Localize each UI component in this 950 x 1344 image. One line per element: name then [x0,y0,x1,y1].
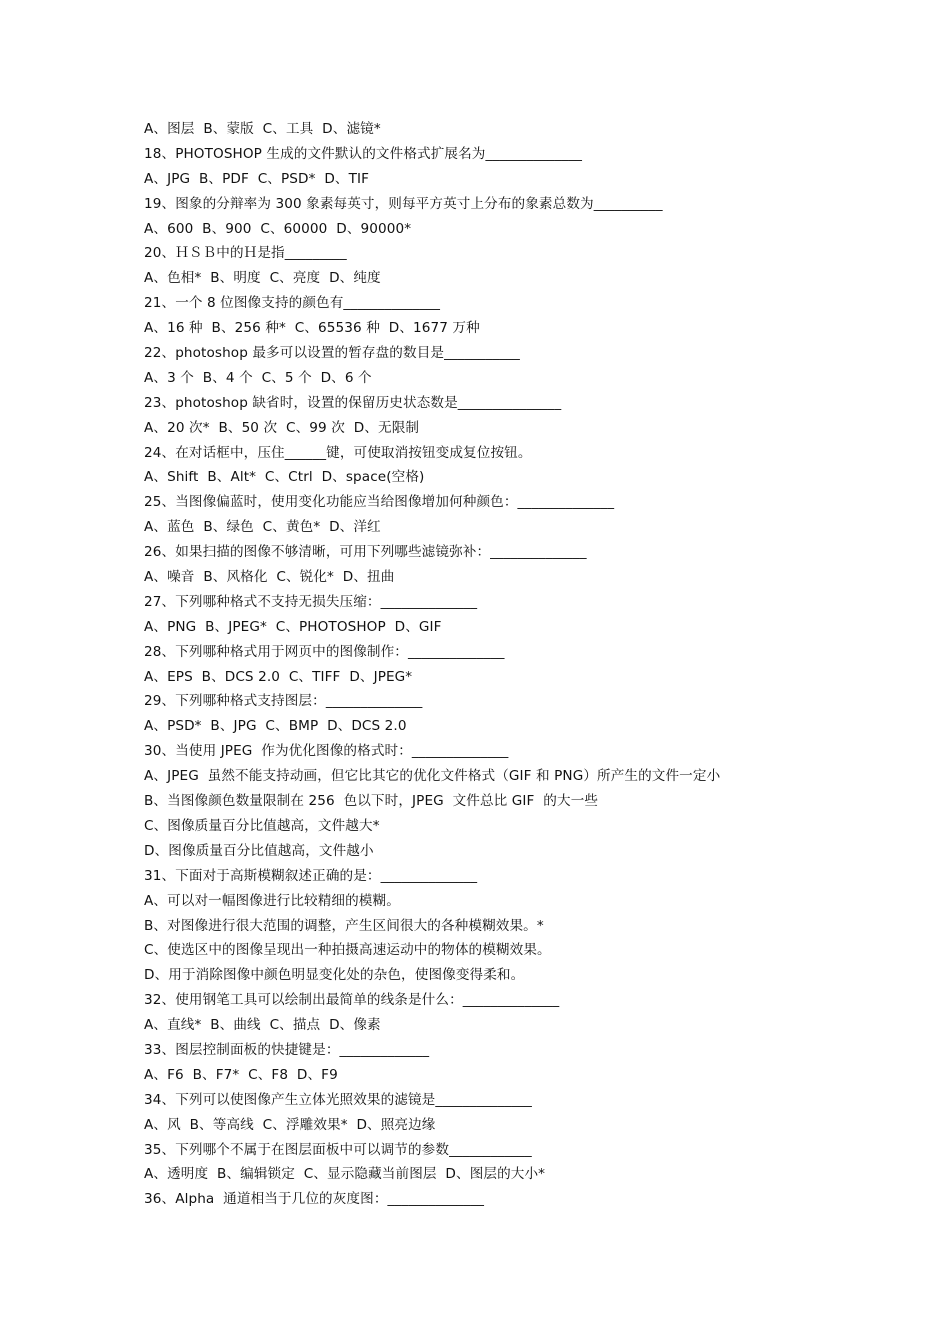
text-line: B、当图像颜色数量限制在 256 色以下时，JPEG 文件总比 GIF 的大一些 [144,793,599,810]
text-line: A、16 种 B、256 种* C、65536 种 D、1677 万种 [144,320,480,337]
text-line: A、3 个 B、4 个 C、5 个 D、6 个 [144,369,372,386]
text-line: A、风 B、等高线 C、浮雕效果* D、照亮边缘 [144,1116,436,1133]
text-line: A、JPEG 虽然不能支持动画，但它比其它的优化文件格式（GIF 和 PNG）所产生的文件一定小 [144,768,721,785]
text-line: B、对图像进行很大范围的调整，产生区间很大的各种模糊效果。* [144,917,544,934]
text-line: A、PSD* B、JPG C、BMP D、DCS 2.0 [144,718,407,735]
text-line: 29、下列哪种格式支持图层：______________ [144,693,423,710]
text-line: A、JPG B、PDF C、PSD* D、TIF [144,170,370,187]
text-line: A、可以对一幅图像进行比较精细的模糊。 [144,892,400,909]
text-line: 19、图象的分辩率为 300 象素每英寸，则每平方英寸上分布的象素总数为__________ [144,195,663,212]
text-line: C、使选区中的图像呈现出一种拍摄高速运动中的物体的模糊效果。 [144,942,551,959]
text-line: 36、Alpha 通道相当于几位的灰度图：______________ [144,1191,485,1208]
text-line: A、Shift B、Alt* C、Ctrl D、space(空格) [144,469,425,486]
text-line: A、透明度 B、编辑锁定 C、显示隐藏当前图层 D、图层的大小* [144,1166,546,1183]
text-line: 34、下列可以使图像产生立体光照效果的滤镜是______________ [144,1091,532,1108]
text-line: 31、下面对于高斯模糊叙述正确的是：______________ [144,867,478,884]
text-line: 18、PHOTOSHOP 生成的文件默认的文件格式扩展名为______________ [144,145,583,162]
text-line: A、EPS B、DCS 2.0 C、TIFF D、JPEG* [144,668,413,685]
text-line: C、图像质量百分比值越高，文件越大* [144,817,380,834]
text-line: 22、photoshop 最多可以设置的暂存盘的数目是___________ [144,345,520,362]
text-line: 20、ＨＳＢ中的Ｈ是指_________ [144,245,347,262]
text-line: A、600 B、900 C、60000 D、90000* [144,220,412,237]
text-line: A、噪音 B、风格化 C、锐化* D、扭曲 [144,569,395,586]
text-line: A、F6 B、F7* C、F8 D、F9 [144,1066,338,1083]
text-line: 24、在对话框中，压住______键，可使取消按钮变成复位按钮。 [144,444,532,461]
text-line: 21、一个 8 位图像支持的颜色有______________ [144,295,440,312]
text-line: 27、下列哪种格式不支持无损失压缩：______________ [144,593,478,610]
text-line: A、图层 B、蒙版 C、工具 D、滤镜* [144,121,381,137]
text-line: 25、当图像偏蓝时，使用变化功能应当给图像增加何种颜色：______________ [144,494,615,511]
text-line: 28、下列哪种格式用于网页中的图像制作：______________ [144,643,505,660]
text-line: D、用于消除图像中颜色明显变化处的杂色，使图像变得柔和。 [144,967,525,984]
text-line: 30、当使用 JPEG 作为优化图像的格式时：______________ [144,743,509,760]
text-line: A、色相* B、明度 C、亮度 D、纯度 [144,270,381,287]
question-list [144,117,924,1212]
text-line: A、蓝色 B、绿色 C、黄色* D、洋红 [144,519,381,536]
text-line: 35、下列哪个不属于在图层面板中可以调节的参数____________ [144,1141,532,1158]
text-line: A、直线* B、曲线 C、描点 D、像素 [144,1017,381,1034]
text-line: D、图像质量百分比值越高，文件越小 [144,842,374,859]
text-line: 33、图层控制面板的快捷键是：_____________ [144,1041,430,1058]
text-line: A、PNG B、JPEG* C、PHOTOSHOP D、GIF [144,618,442,635]
text-line: 26、如果扫描的图像不够清晰，可用下列哪些滤镜弥补：______________ [144,544,587,561]
text-line: 23、photoshop 缺省时，设置的保留历史状态数是_______________ [144,394,562,411]
text-line: 32、使用钢笔工具可以绘制出最简单的线条是什么：______________ [144,992,560,1009]
text-line: A、20 次* B、50 次 C、99 次 D、无限制 [144,419,420,436]
